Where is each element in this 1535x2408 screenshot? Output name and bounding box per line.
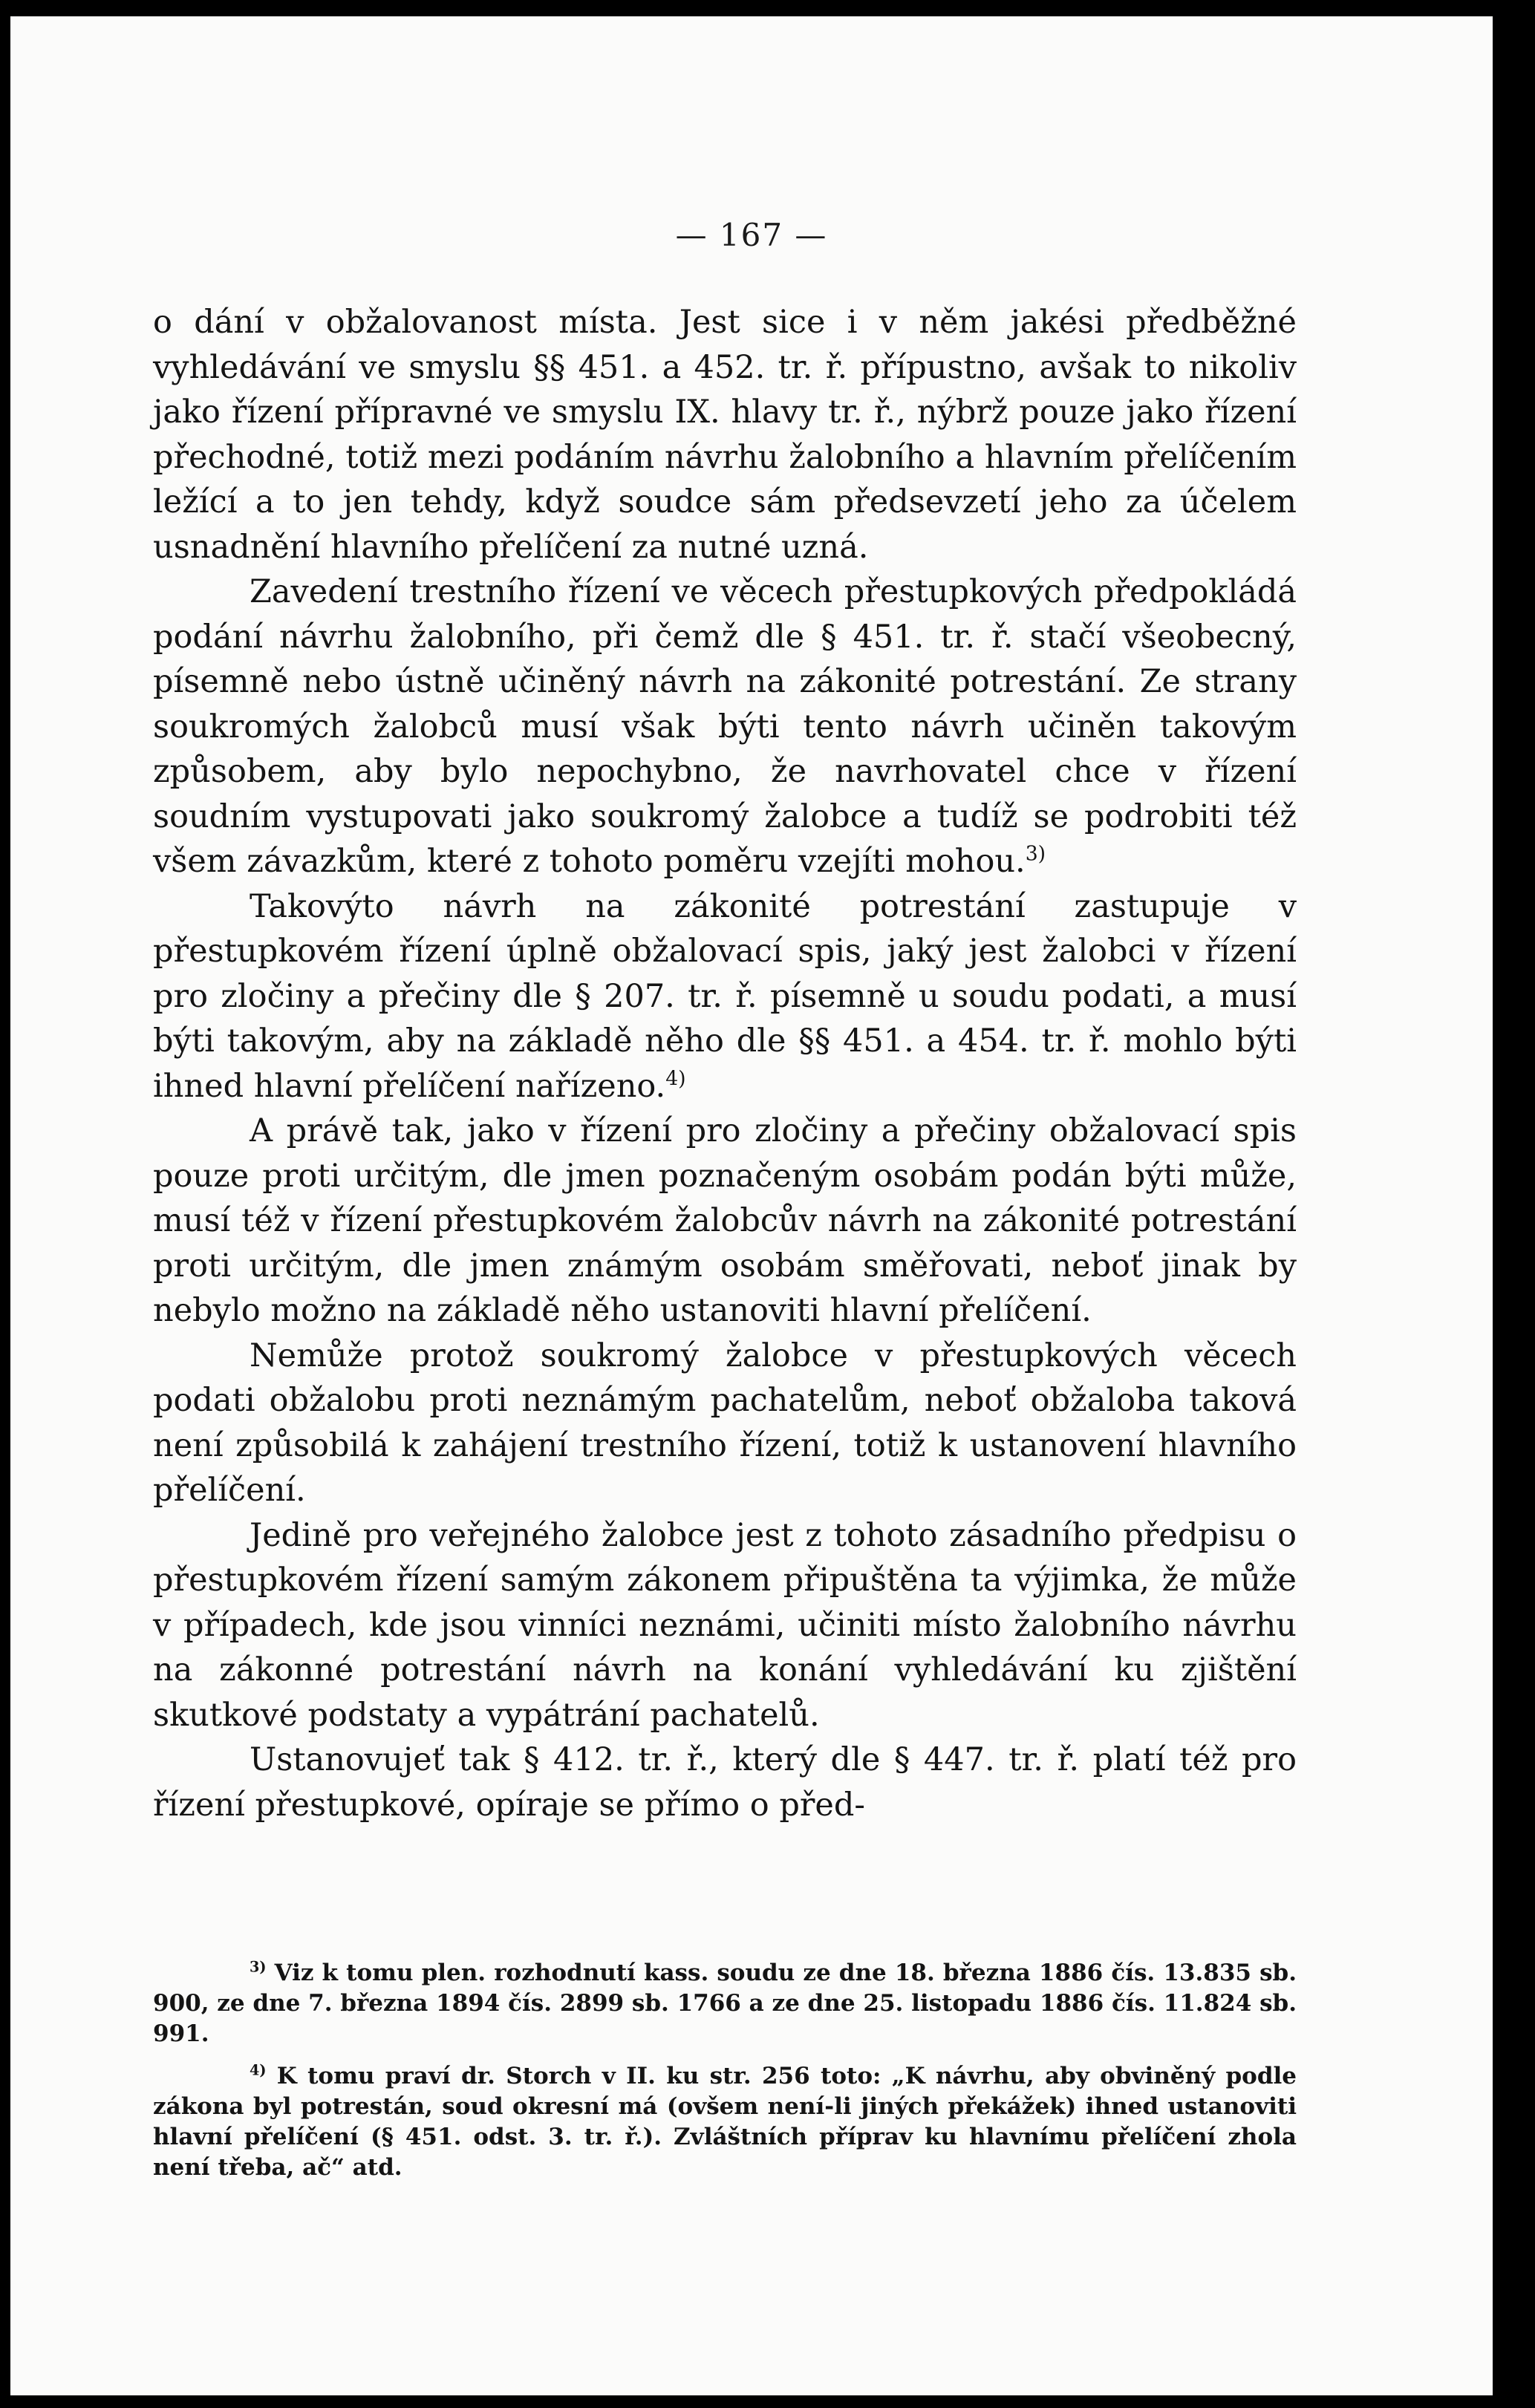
main-text	[153, 300, 1297, 1827]
footnote-4	[153, 2061, 1297, 2183]
page-number: — 167 —	[675, 217, 828, 253]
paragraph-6: Jedině pro veřejného žalobce jest z tohoto zásadního předpisu o přestupkovém řízení samým zákonem připuštěna ta výjimka, že může v případech, kde jsou vinníci neznámi, učiniti místo žalobního návrhu na zákonné potrestání návrh na konání vyhledávání ku zjištění skutkové podstaty a vypátrání pachatelů.	[153, 1516, 1297, 1734]
paragraph-5: Nemůže protož soukromý žalobce v přestupkových věcech podati obžalobu proti neznámým pachatelům, neboť obžaloba taková není způsobilá k zahájení trestního řízení, totiž k ustanovení hlavního přelíčení.	[153, 1337, 1297, 1509]
footnote-3-text: Viz k tomu plen. rozhodnutí kass. soudu ze dne 18. března 1886 čís. 13.835 sb. 900, ze dne 7. března 1894 čís. 2899 sb. 1766 a ze dne 25. listopadu 1886 čís. 11.824 sb. 991.	[153, 1960, 1297, 2047]
footnote-3-mark: 3)	[250, 1958, 267, 1976]
book-page	[10, 16, 1493, 2395]
paragraph-2-text: Zavedení trestního řízení ve věcech přestupkových předpokládá podání návrhu žalobního, při čemž dle § 451. tr. ř. stačí všeobecný, písemně nebo ústně učiněný návrh na zákonité potrestání. Ze strany soukromých žalobců musí však býti tento návrh učiněn takovým způsobem, aby bylo nepochybno, že navrhovatel chce v řízení soudním vystupovati jako soukromý žalobce a tudíž se podrobiti též všem závazkům, které z tohoto poměru vzejíti mohou.	[153, 573, 1297, 880]
footnote-4-text: K tomu praví dr. Storch v II. ku str. 256 toto: „K návrhu, aby obviněný podle zákona byl potrestán, soud okresní má (ovšem není-li jiných překážek) ihned ustanoviti hlavní přelíčení (§ 451. odst. 3. tr. ř.). Zvláštních příprav ku hlavnímu přelíčení zhola není třeba, ač“ atd.	[153, 2063, 1297, 2181]
footnote-ref-4: 4)	[665, 1067, 686, 1091]
paragraph-3	[153, 884, 1297, 1109]
paragraph-1: o dání v obžalovanost místa. Jest sice i v něm jakési předběžné vyhledávání ve smyslu §§ 451. a 452. tr. ř. přípustno, avšak to nikoliv jako řízení přípravné ve smyslu IX. hlavy tr. ř., nýbrž pouze jako řízení přechodné, totiž mezi podáním návrhu žalobního a hlavním přelíčením ležící a to jen tehdy, když soudce sám předsevzetí jeho za účelem usnadnění hlavního přelíčení za nutné uzná.	[153, 304, 1297, 566]
footnote-3	[153, 1958, 1297, 2049]
paragraph-7: Ustanovujeť tak § 412. tr. ř., který dle § 447. tr. ř. platí též pro řízení přestupkové, opíraje se přímo o před-	[153, 1741, 1297, 1824]
footnotes	[153, 1958, 1297, 2195]
paragraph-4: A právě tak, jako v řízení pro zločiny a přečiny obžalovací spis pouze proti určitým, dle jmen poznačeným osobám podán býti může, musí též v řízení přestupkovém žalobcův návrh na zákonité potrestání proti určitým, dle jmen známým osobám směřovati, neboť jinak by nebylo možno na základě něho ustanoviti hlavní přelíčení.	[153, 1112, 1297, 1329]
paragraph-3-text: Takovýto návrh na zákonité potrestání zastupuje v přestupkovém řízení úplně obžalovací spis, jaký jest žalobci v řízení pro zločiny a přečiny dle § 207. tr. ř. písemně u soudu podati, a musí býti takovým, aby na základě něho dle §§ 451. a 454. tr. ř. mohlo býti ihned hlavní přelíčení nařízeno.	[153, 887, 1297, 1105]
footnote-ref-3: 3)	[1025, 842, 1046, 866]
paragraph-2	[153, 570, 1297, 884]
footnote-4-mark: 4)	[250, 2061, 267, 2079]
